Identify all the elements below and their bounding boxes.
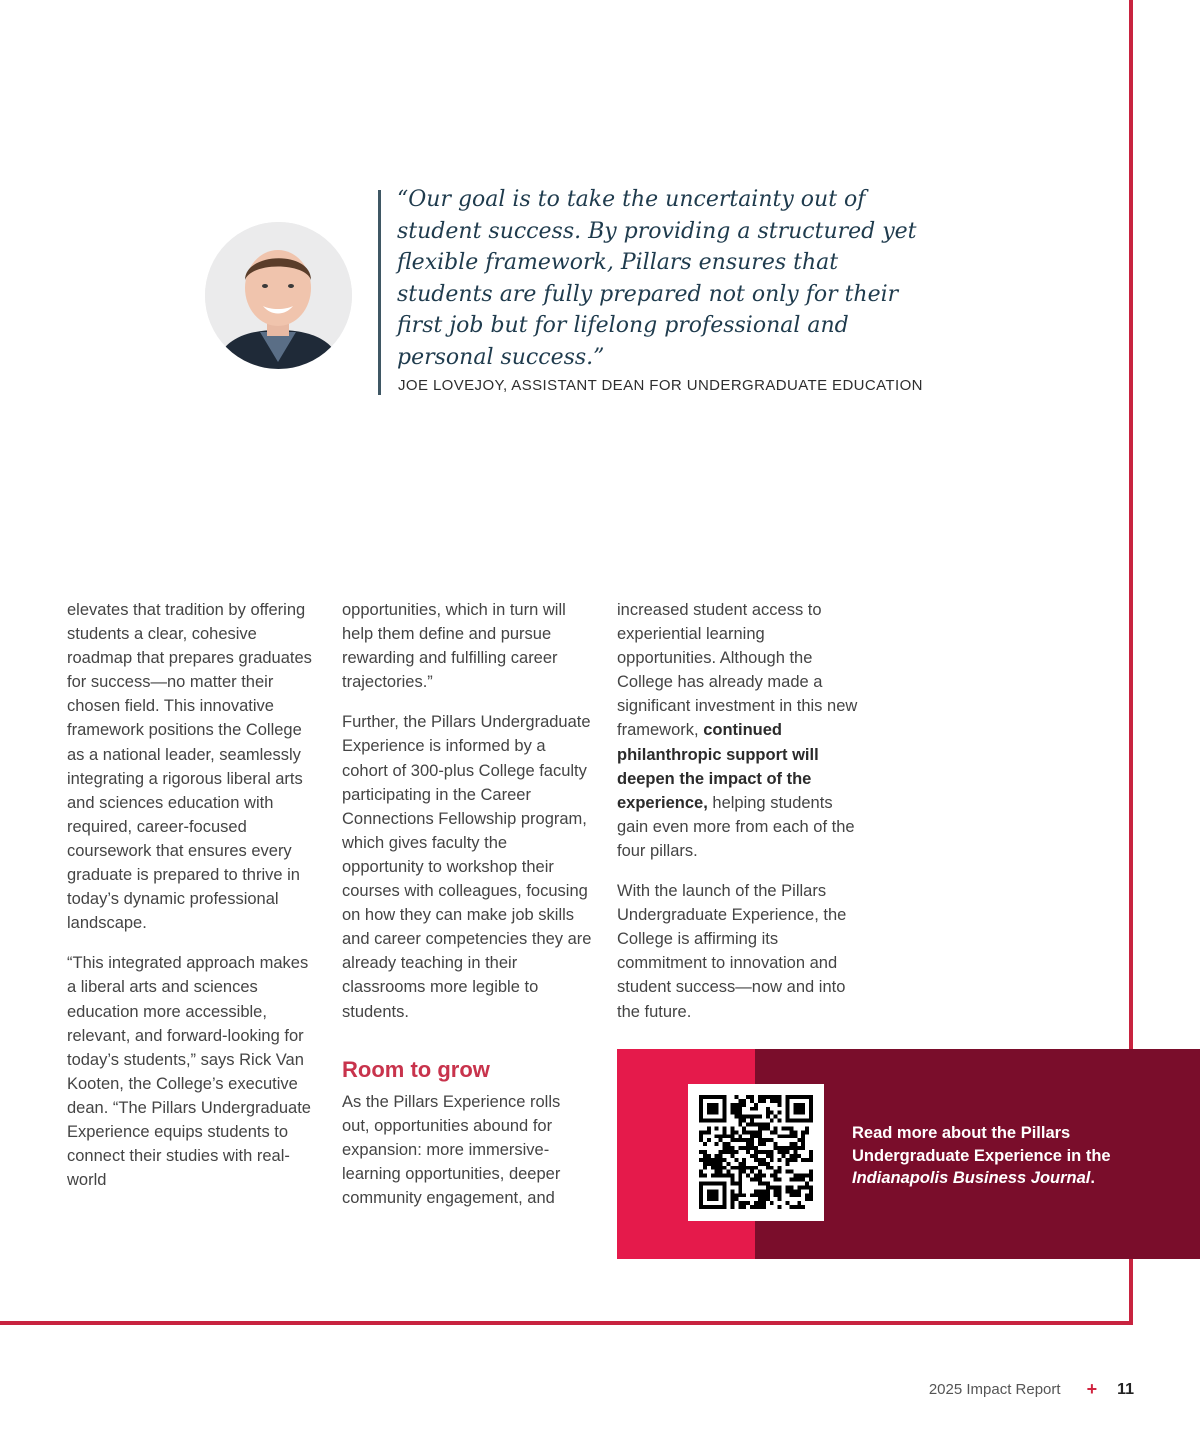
pull-quote: “Our goal is to take the uncertainty out of student success. By providing a structured yet flexible framework, Pillars ensures that students are fully prepared not only for their first job but for lifelong professional and personal success.” bbox=[397, 187, 917, 370]
paragraph: With the launch of the Pillars Undergraduate Experience, the College is affirming its commitment to innovation and student success—now and into the future. bbox=[617, 882, 847, 1021]
plus-separator-icon: + bbox=[1086, 1379, 1098, 1399]
article-column-2 bbox=[342, 598, 592, 1226]
paragraph: “This integrated approach makes a liberal arts and sciences education more accessible, relevant, and forward-looking for today’s students,” says Rick Van Kooten, the College’s executive dean. “The Pillars Undergraduate Experience equips students to connect their studies with real-world bbox=[67, 954, 311, 1190]
page-footer bbox=[929, 1379, 1134, 1400]
quote-rule bbox=[378, 190, 381, 395]
article-column-1 bbox=[67, 598, 317, 1208]
paragraph: Further, the Pillars Undergraduate Experience is informed by a cohort of 300-plus College faculty participating in the Career Connections Fellowship program, which gives faculty the opportunity to workshop their courses with colleagues, focusing on how they can make job skills and career competencies they are already teaching in their classrooms more legible to students. bbox=[342, 713, 592, 1021]
section-heading: Room to grow bbox=[342, 1056, 490, 1082]
emphasized-text: continued philanthropic support will deepen the impact of the experience, bbox=[617, 721, 819, 812]
quote-attribution: JOE LOVEJOY, ASSISTANT DEAN FOR UNDERGRADUATE EDUCATION bbox=[398, 377, 923, 394]
paragraph: opportunities, which in turn will help them define and pursue rewarding and fulfilling career trajectories.” bbox=[342, 601, 566, 692]
report-title: 2025 Impact Report bbox=[928, 1381, 1061, 1398]
publication-name: Indianapolis Business Journal bbox=[852, 1169, 1091, 1187]
page-frame-bottom bbox=[0, 1321, 1133, 1325]
page-number: 11 bbox=[1117, 1380, 1134, 1398]
paragraph-text: increased student access to experiential learning opportunities. Although the College has already made a significant investment in this new framework, bbox=[617, 601, 858, 740]
article-column-3 bbox=[617, 598, 867, 1040]
paragraph bbox=[617, 598, 867, 863]
callout-label: Read more about the Pillars Undergraduate Experience in the bbox=[852, 1124, 1111, 1165]
qr-code-icon[interactable] bbox=[688, 1084, 824, 1221]
paragraph: elevates that tradition by offering students a clear, cohesive roadmap that prepares graduates for success—no matter their chosen field. This innovative framework positions the College as a national leader, seamlessly integrating a rigorous liberal arts and sciences education with required, career-focused coursework that ensures every graduate is prepared to thrive in today’s dynamic professional landscape. bbox=[67, 601, 312, 933]
paragraph: As the Pillars Experience rolls out, opportunities abound for expansion: more immersive-learning opportunities, deeper community engagement, and bbox=[342, 1092, 561, 1207]
paragraph-text: helping students gain even more from each of the four pillars. bbox=[617, 793, 855, 860]
callout-text[interactable] bbox=[852, 1122, 1152, 1190]
read-more-callout[interactable] bbox=[617, 1049, 1200, 1259]
speaker-portrait bbox=[205, 222, 352, 369]
callout-period: . bbox=[1090, 1169, 1095, 1187]
